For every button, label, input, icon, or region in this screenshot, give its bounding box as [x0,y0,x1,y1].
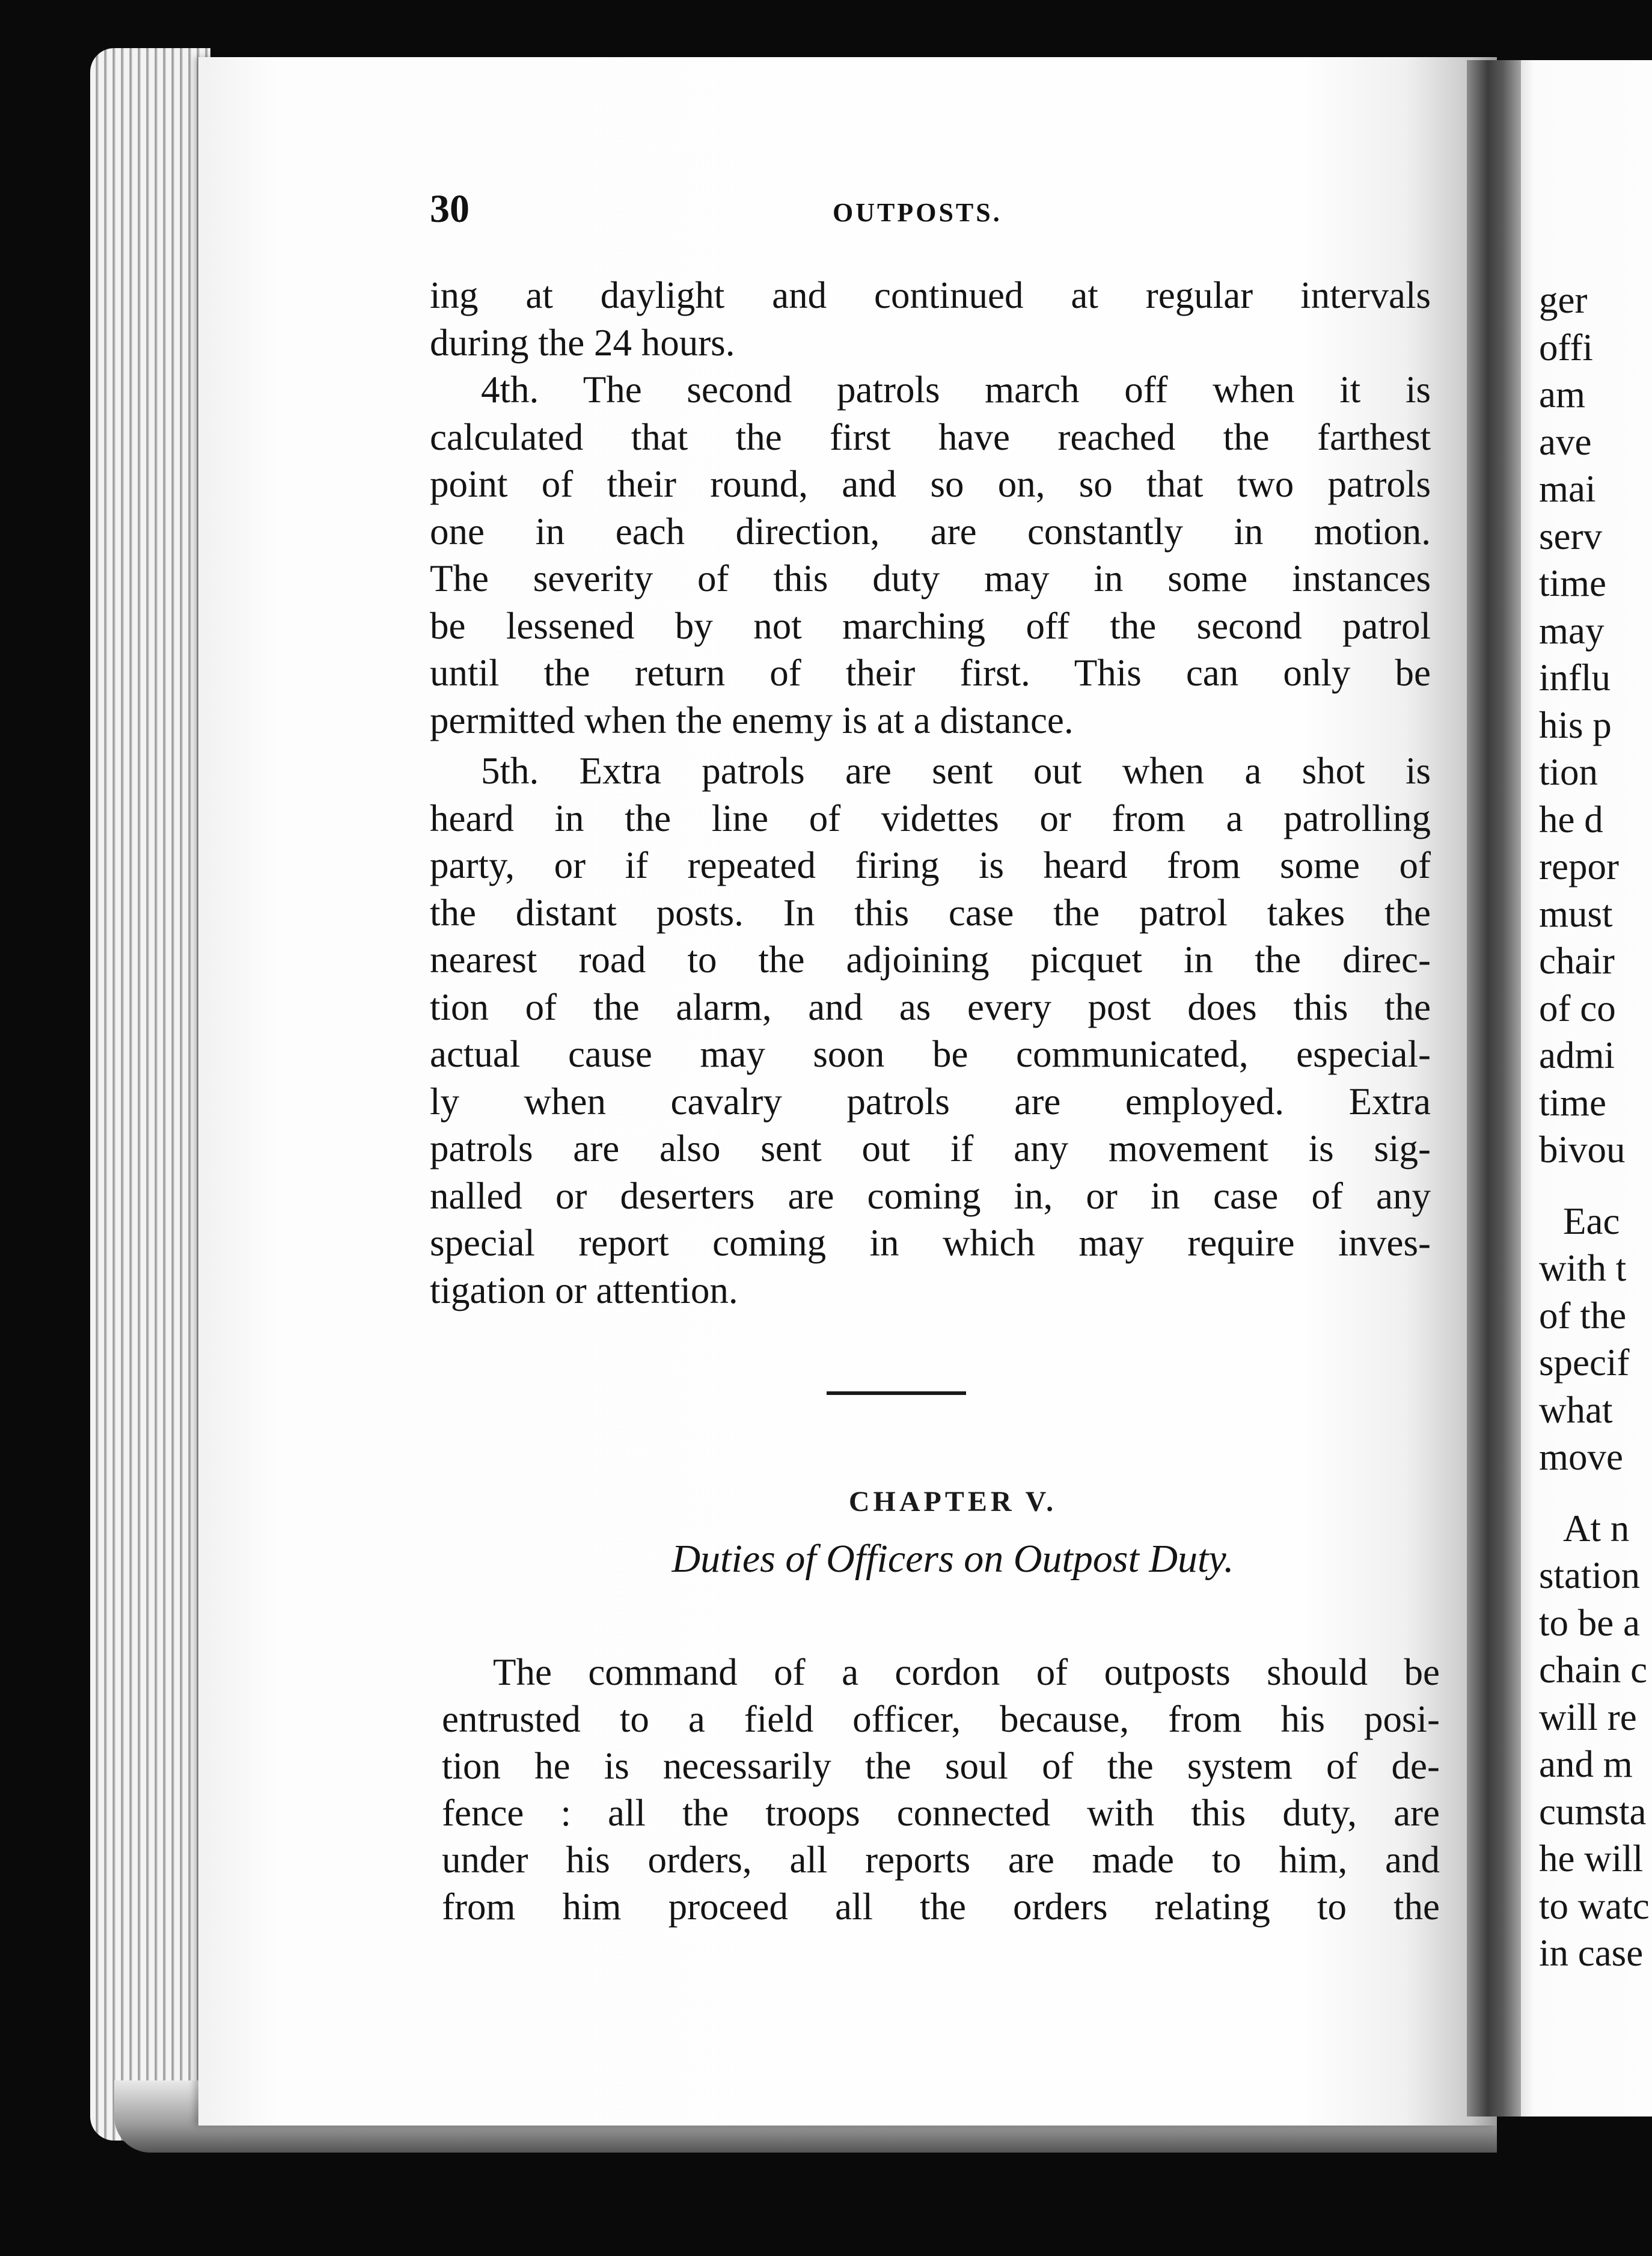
facing-text-line: time [1539,562,1606,604]
text-line: fence : all the troops connected with this duty, are [442,1792,1440,1834]
text-line: 5th. Extra patrols are sent out when a shot is [481,750,1431,792]
facing-text-line: repor [1539,845,1619,887]
text-line: heard in the line of videttes or from a patrolling [430,797,1431,839]
text-line: actual cause may soon be communicated, especial- [430,1033,1431,1075]
facing-text-line: tion [1539,751,1598,793]
text-line: tion he is necessarily the soul of the system of de- [442,1745,1440,1787]
facing-text-line: specif [1539,1341,1630,1384]
text-line: from him proceed all the orders relating to the [442,1886,1440,1928]
section-divider [827,1391,966,1395]
facing-text-line: and m [1539,1743,1633,1785]
facing-text-line: chain c [1539,1649,1648,1691]
facing-text-line: Eac [1563,1200,1620,1242]
facing-text-line: bivou [1539,1129,1626,1171]
facing-text-line: he will [1539,1838,1644,1880]
facing-text-line: with t [1539,1247,1627,1289]
text-line: nalled or deserters are coming in, or in case of any [430,1174,1431,1217]
text-line: one in each direction, are constantly in motion. [430,510,1431,553]
text-line: patrols are also sent out if any movement is sig- [430,1127,1431,1169]
facing-text-line: mai [1539,468,1596,510]
facing-text-line: station [1539,1554,1640,1596]
facing-text-line: to watc [1539,1884,1650,1927]
text-line: under his orders, all reports are made to him, and [442,1839,1440,1881]
text-line: permitted when the enemy is at a distance. [430,699,1074,741]
facing-text-line: influ [1539,657,1611,699]
text-line: tigation or attention. [430,1269,738,1311]
facing-text-line: At n [1563,1507,1630,1549]
chapter-title: Duties of Officers on Outpost Duty. [672,1537,1234,1581]
page-number: 30 [430,187,470,231]
text-line: entrusted to a field officer, because, from his posi- [442,1698,1440,1740]
text-line: be lessened by not marching off the second patrol [430,604,1431,647]
section-2-text [442,1649,1440,1930]
text-line: party, or if repeated firing is heard from some of [430,844,1431,886]
text-line: the distant posts. In this case the patrol takes the [430,891,1431,934]
text-line: nearest road to the adjoining picquet in the direc- [430,939,1431,981]
book-page-edges [90,48,210,2141]
text-line: until the return of their first. This can only be [430,652,1431,694]
text-line: during the 24 hours. [430,321,735,364]
text-line: special report coming in which may require inves- [430,1222,1431,1264]
text-line: ly when cavalry patrols are employed. Extra [430,1080,1431,1123]
facing-text-line: of the [1539,1294,1627,1337]
section-1-text [430,272,1431,1314]
text-line: ing at daylight and continued at regular intervals [430,274,1431,316]
facing-page-text [1539,277,1652,1977]
paragraph-gap [1539,1174,1652,1198]
text-line: The command of a cordon of outposts should be [493,1651,1440,1693]
facing-text-line: what [1539,1388,1613,1431]
facing-text-line: admi [1539,1034,1615,1076]
facing-text-line: of co [1539,987,1616,1029]
facing-text-line: will re [1539,1696,1637,1738]
text-line: 4th. The second patrols march off when it is [481,369,1431,411]
facing-text-line: move [1539,1436,1623,1478]
text-line: tion of the alarm, and as every post does this the [430,985,1431,1028]
facing-text-line: ave [1539,420,1592,463]
text-line: calculated that the first have reached the farthest [430,415,1431,458]
text-line: The severity of this duty may in some instances [430,557,1431,599]
running-head [430,186,1464,241]
chapter-heading: CHAPTER V. [848,1486,1057,1518]
facing-text-line: in case [1539,1932,1644,1974]
facing-text-line: must [1539,892,1613,935]
book-gutter [1467,60,1527,2117]
facing-text-line: chair [1539,940,1615,982]
facing-text-line: to be a [1539,1601,1640,1644]
facing-text-line: may [1539,609,1605,652]
facing-text-line: serv [1539,515,1602,557]
facing-text-line: he d [1539,798,1603,841]
paragraph-gap [1539,1481,1652,1505]
facing-text-line: am [1539,373,1585,415]
facing-text-line: time [1539,1081,1606,1124]
facing-text-line: his p [1539,703,1612,746]
text-line: point of their round, and so on, so that two patrols [430,463,1431,505]
facing-text-line: offi [1539,326,1593,369]
running-title: OUTPOSTS. [833,198,1002,227]
facing-text-line: cumsta [1539,1790,1647,1833]
facing-text-line: ger [1539,279,1588,321]
